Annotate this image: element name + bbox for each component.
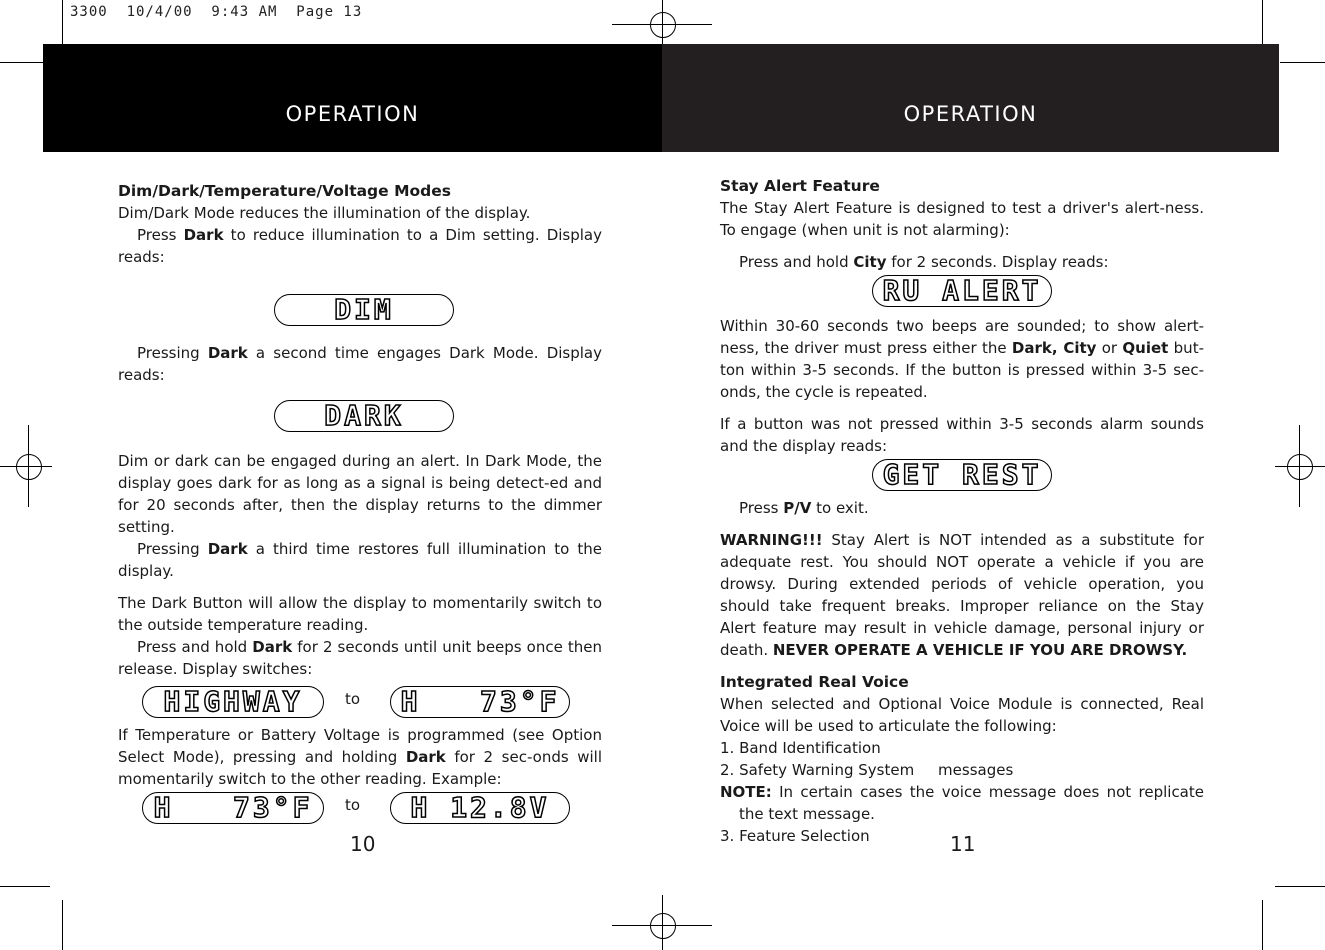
- print-slug: 3300 10/4/00 9:43 AM Page 13: [70, 4, 363, 20]
- section-heading: Stay Alert Feature: [720, 177, 880, 195]
- crop-mark: [1262, 900, 1263, 950]
- warning-emphasis: NEVER OPERATE A VEHICLE IF YOU ARE DROWSY.: [772, 641, 1188, 659]
- list-item: 3. Feature Selection: [720, 827, 870, 845]
- crop-mark: [0, 886, 50, 887]
- key-name: City: [853, 253, 887, 271]
- crop-mark: [62, 0, 63, 44]
- paragraph: Pressing Dark a third time restores full illumination to the display.: [118, 540, 602, 580]
- left-column: [118, 180, 602, 834]
- paragraph: Press and hold City for 2 seconds. Display reads:: [739, 253, 1109, 271]
- crop-mark: [62, 900, 63, 950]
- warning-paragraph: WARNING!!! Stay Alert is NOT intended as a substitute for adequate rest. You should NOT operate a vehicle if you are drowsy. During extended periods of vehicle operation, you should take frequent breaks. Improper reliance on the Stay Alert feature may result in vehicle damage, personal injury or death. NEVER OPERATE A VEHICLE IF YOU ARE DROWSY.: [720, 531, 1204, 659]
- registration-circle: [650, 12, 676, 38]
- lcd-display: H 73°F: [142, 792, 324, 824]
- warning-label: WARNING!!!: [720, 531, 823, 549]
- paragraph: If Temperature or Battery Voltage is programmed (see Option Select Mode), pressing and holding Dark for 2 sec-onds will momentarily switch to the other reading. Example:: [118, 726, 603, 788]
- crop-mark: [1275, 886, 1325, 887]
- lcd-row: [720, 457, 1204, 497]
- lcd-display: DIM: [274, 294, 454, 326]
- paragraph: Within 30-60 seconds two beeps are sounded; to show alert-ness, the driver must press either the Dark, City or Quiet but-ton within 3-5 seconds. If the button is pressed within 3-5 sec-onds, the cycle is repeated.: [720, 317, 1204, 401]
- key-name: Dark: [405, 748, 446, 766]
- registration-circle: [1287, 454, 1313, 480]
- note: NOTE: In certain cases the voice message does not replicate the text message.: [720, 783, 1204, 823]
- section-heading: Dim/Dark/Temperature/Voltage Modes: [118, 182, 451, 200]
- lcd-row: [720, 273, 1204, 315]
- lcd-row: [118, 386, 602, 450]
- right-header-title: OPERATION: [903, 102, 1038, 126]
- key-name: Dark: [207, 344, 248, 362]
- left-header-title: OPERATION: [285, 102, 420, 126]
- to-label: to: [345, 796, 361, 814]
- paragraph: The Dark Button will allow the display to momentarily switch to the outside temperature reading.: [118, 594, 602, 634]
- paragraph: Press and hold Dark for 2 seconds until unit beeps once then release. Display switches:: [118, 638, 603, 678]
- lcd-display: HIGHWAY: [142, 686, 324, 718]
- section-heading: Integrated Real Voice: [720, 673, 909, 691]
- key-name: Dark: [207, 540, 248, 558]
- paragraph: The Stay Alert Feature is designed to test a driver's alert-ness. To engage (when unit is not alarming):: [720, 199, 1204, 239]
- paragraph: Press Dark to reduce illumination to a Dim setting. Display reads:: [118, 226, 603, 266]
- key-name: Dark: [252, 638, 293, 656]
- lcd-row: [118, 790, 602, 834]
- page-number: 10: [350, 832, 376, 856]
- right-column: [720, 175, 1204, 847]
- lcd-row: [118, 680, 602, 724]
- key-name: Dark: [183, 226, 224, 244]
- registration-circle: [16, 454, 42, 480]
- crop-mark: [0, 62, 44, 63]
- lcd-display: H 12.8V: [390, 792, 570, 824]
- note-label: NOTE:: [720, 783, 772, 801]
- key-name: Quiet: [1122, 339, 1169, 357]
- paragraph: Dim or dark can be engaged during an alert. In Dark Mode, the display goes dark for as long as a signal is being detect-ed and for 20 seconds after, then the display returns to the dimmer setting.: [118, 452, 602, 536]
- left-header: [43, 44, 662, 152]
- lcd-display: RU ALERT: [872, 275, 1052, 307]
- lcd-row: [118, 268, 602, 336]
- registration-circle: [650, 913, 676, 939]
- paragraph: When selected and Optional Voice Module is connected, Real Voice will be used to articulate the following:: [720, 695, 1204, 735]
- paragraph: Pressing Dark a second time engages Dark Mode. Display reads:: [118, 344, 602, 384]
- key-name: P/V: [783, 499, 812, 517]
- key-name: Dark, City: [1011, 339, 1097, 357]
- right-header: [662, 44, 1279, 152]
- crop-mark: [1262, 0, 1263, 44]
- paragraph: If a button was not pressed within 3-5 seconds alarm sounds and the display reads:: [720, 415, 1204, 455]
- to-label: to: [345, 690, 361, 708]
- paragraph: Dim/Dark Mode reduces the illumination of the display.: [118, 204, 531, 222]
- lcd-display: DARK: [274, 400, 454, 432]
- lcd-display: H 73°F: [390, 686, 570, 718]
- crop-mark: [1280, 62, 1325, 63]
- paragraph: Press P/V to exit.: [739, 499, 869, 517]
- list-item: 2. Safety Warning System messages: [720, 761, 1014, 779]
- lcd-display: GET REST: [872, 459, 1052, 491]
- page-number: 11: [950, 832, 976, 856]
- list-item: 1. Band Identification: [720, 739, 881, 757]
